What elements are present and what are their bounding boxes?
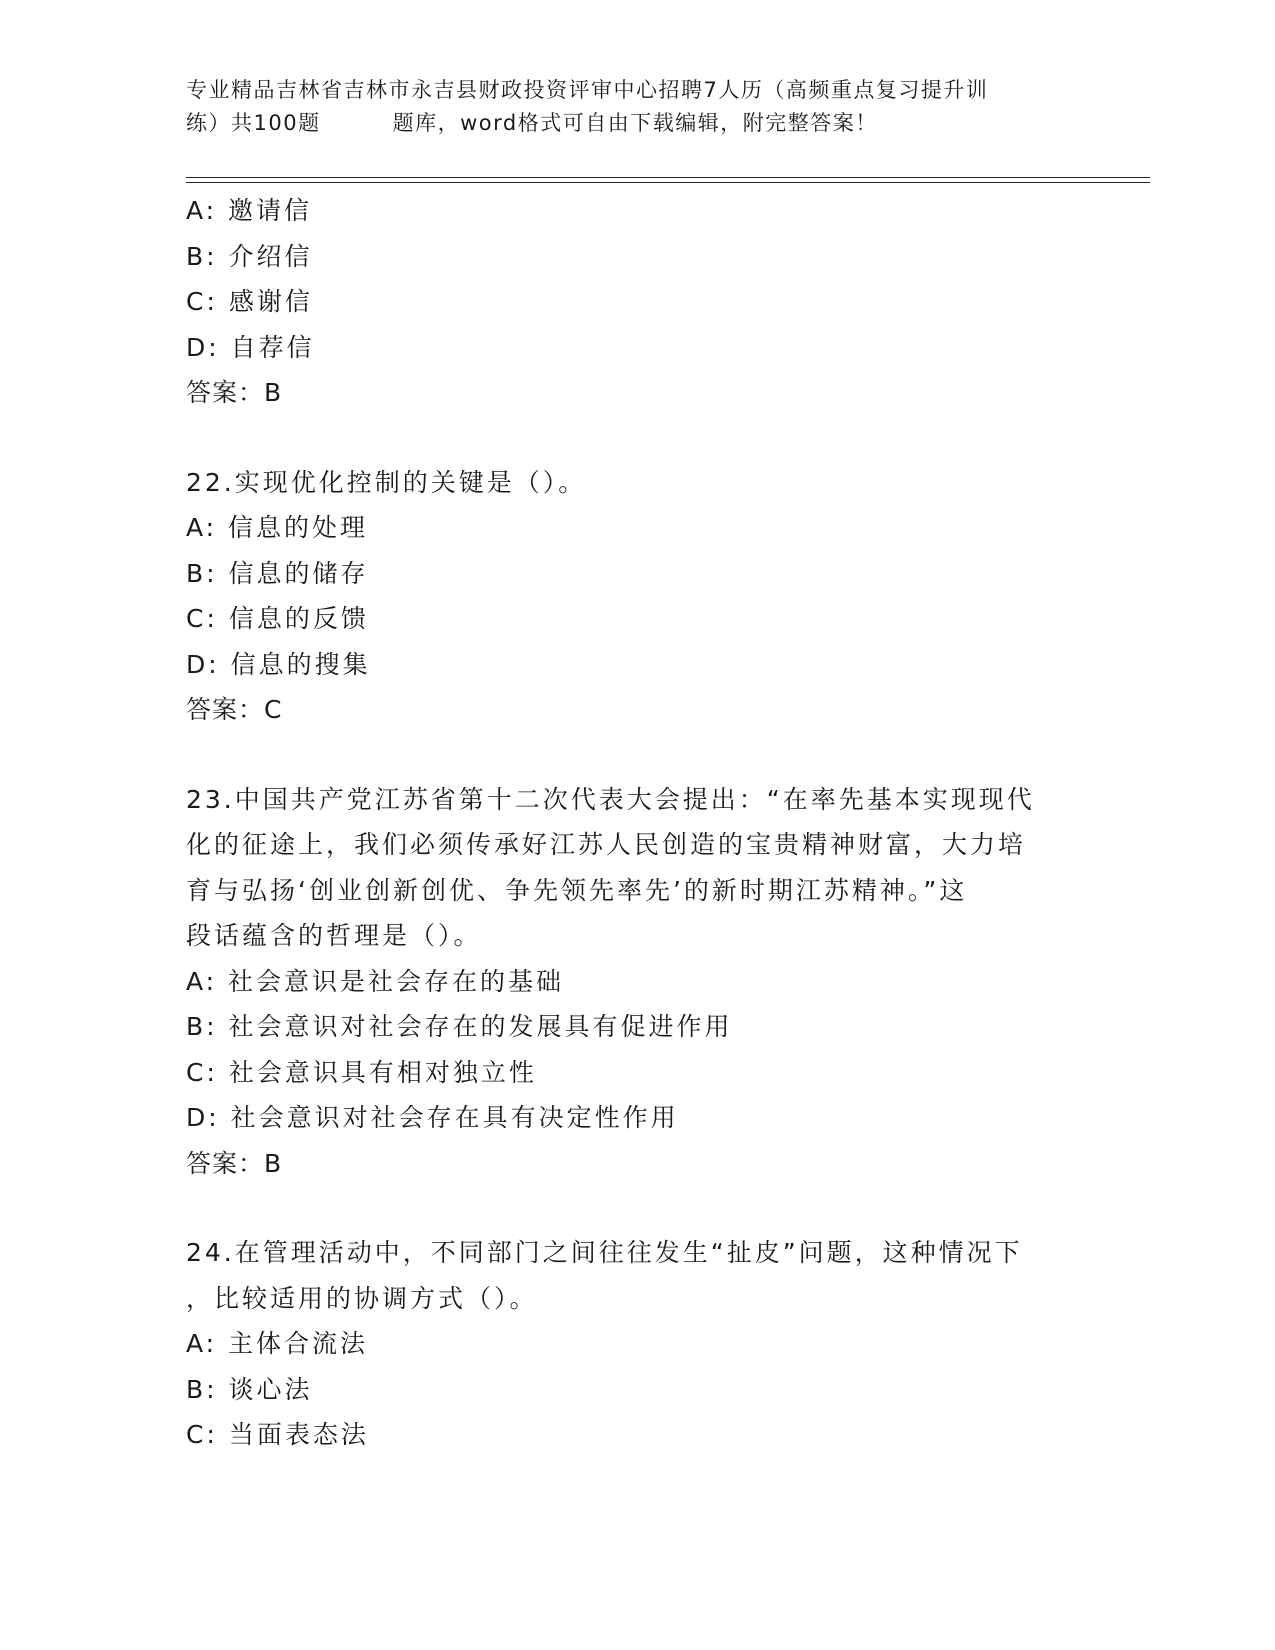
spacer [186, 733, 1086, 777]
option-d: D: 自荐信 [186, 332, 315, 362]
question-24 [186, 1230, 1086, 1458]
header-divider-top [186, 177, 1150, 178]
header-title-part-2: 题库，word格式可自由下载编辑，附完整答案！ [392, 111, 878, 135]
option-c: C: 信息的反馈 [186, 604, 369, 633]
header-title-line-1: 专业精品吉林省吉林市永吉县财政投资评审中心招聘7人历（高频重点复习提升训 [186, 78, 989, 102]
question-stem: 22.实现优化控制的关键是（）。 [186, 467, 587, 497]
option-a: A: 主体合流法 [186, 1329, 369, 1358]
option-d: D: 社会意识对社会存在具有决定性作用 [186, 1103, 679, 1132]
question-stem-line: 23.中国共产党江苏省第十二次代表大会提出：“在率先基本实现现代 [186, 784, 1035, 814]
answer-line: 答案：C [186, 695, 283, 724]
question-stem-line: ，比较适用的协调方式（）。 [186, 1283, 538, 1313]
spacer [186, 1186, 1086, 1230]
option-b: B: 信息的储存 [186, 558, 369, 588]
header-title-part-1: 练）共100题 [186, 111, 321, 135]
question-list [186, 188, 1086, 1458]
option-c: C: 当面表态法 [186, 1420, 369, 1449]
answer-line: 答案：B [186, 1148, 283, 1178]
answer-line: 答案：B [186, 378, 283, 407]
spacer [186, 416, 1086, 460]
question-stem-line: 育与弘扬‘创业创新创优、争先领先率先’的新时期江苏精神。”这 [186, 875, 968, 905]
question-23 [186, 777, 1086, 1187]
option-a: A: 邀请信 [186, 196, 313, 225]
option-c: C: 社会意识具有相对独立性 [186, 1057, 537, 1087]
option-c: C: 感谢信 [186, 287, 313, 316]
question-stem-line: 化的征途上，我们必须传承好江苏人民创造的宝贵精神财富，大力培 [186, 830, 1027, 859]
option-b: B: 社会意识对社会存在的发展具有促进作用 [186, 1012, 733, 1041]
option-b: B: 介绍信 [186, 241, 313, 271]
option-a: A: 社会意识是社会存在的基础 [186, 966, 565, 996]
header-divider-bottom [186, 182, 1150, 183]
option-a: A: 信息的处理 [186, 513, 369, 542]
header-title-line-2 [186, 107, 1106, 140]
question-22 [186, 460, 1086, 733]
option-d: D: 信息的搜集 [186, 649, 371, 679]
option-b: B: 谈心法 [186, 1374, 313, 1404]
document-header [186, 74, 1106, 140]
question-stem-line: 24.在管理活动中，不同部门之间往往发生“扯皮”问题，这种情况下 [186, 1238, 1023, 1267]
question-21 [186, 188, 1086, 416]
question-stem-line: 段话蕴含的哲理是（）。 [186, 921, 482, 950]
